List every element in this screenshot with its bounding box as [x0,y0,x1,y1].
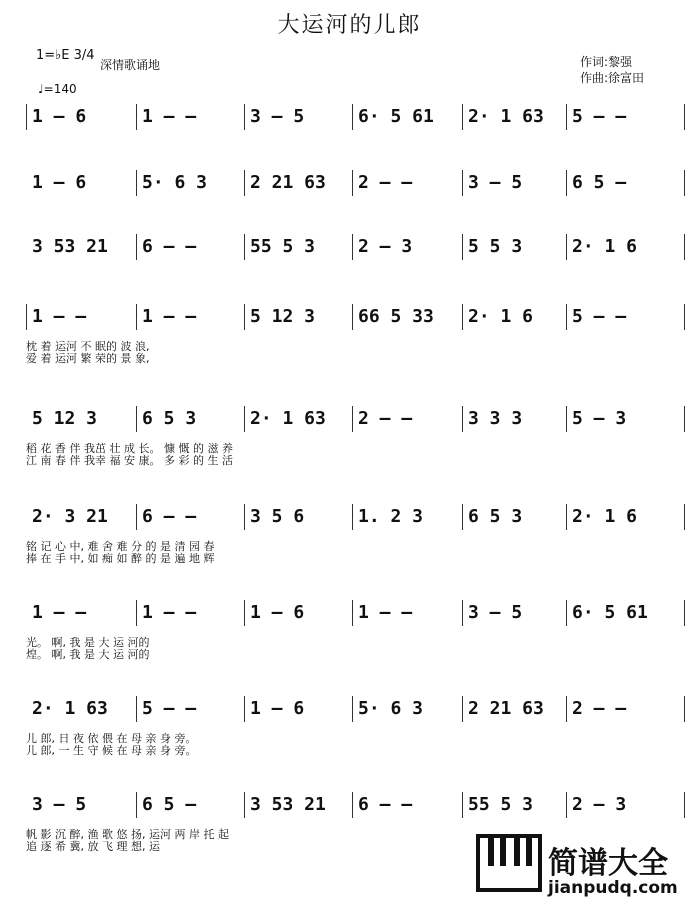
piano-icon [474,832,544,894]
lyric-line: 煌。 啊, 我 是 大 运 河的 [26,648,150,661]
lyric-line: 铭 记 心 中, 难 舍 难 分 的 是 清 园 春 [26,540,215,553]
bar-line [566,792,567,818]
measure-notes: 6 – – [142,236,197,257]
expression-mark: 深情歌诵地 [100,58,161,72]
measure [28,302,134,332]
measure [246,694,350,724]
measure-notes: 1. 2 3 [358,506,424,527]
measure-notes: 6 5 3 [468,506,523,527]
measure [568,232,682,262]
bar-line [352,504,353,530]
measure [246,302,350,332]
bar-line [244,406,245,432]
measure [138,302,242,332]
bar-line [684,234,685,260]
lyric-line: 追 逐 希 冀, 放 飞 理 想, 运 [26,840,160,853]
measure-notes: 66 5 33 [358,306,434,327]
measure [354,232,460,262]
measure-notes: 5 – 3 [572,408,627,429]
bar-line [462,696,463,722]
bar-line [136,304,137,330]
measure-row [26,168,684,198]
lyric-line: 江 南 春 伴 我幸 福 安 康。 多 彩 的 生 活 [26,454,233,467]
bar-line [566,304,567,330]
bar-line [566,504,567,530]
measure-notes: 2 – 3 [572,794,627,815]
measure-notes: 1 – – [358,602,413,623]
measure-notes: 6· 5 61 [572,602,648,623]
measure-notes: 2 – – [358,408,413,429]
bar-line [244,792,245,818]
bar-line [244,304,245,330]
measure-notes: 6 5 – [572,172,627,193]
measure [246,404,350,434]
bar-line [462,792,463,818]
measure-notes: 2· 3 21 [32,506,108,527]
measure-notes: 6· 5 61 [358,106,434,127]
measure [354,502,460,532]
lyric-line: 爱 着 运河 繁 荣的 景 象, [26,352,150,365]
measure-notes: 1 – – [32,306,87,327]
measure-notes: 2 – – [358,172,413,193]
measure-notes: 1 – 6 [250,602,305,623]
measure [354,790,460,820]
measure [568,302,682,332]
bar-line [684,792,685,818]
bar-line [244,600,245,626]
measure [464,694,564,724]
measure [28,598,134,628]
measure-notes: 3 53 21 [32,236,108,257]
lyric-line: 稻 花 香 伴 我茁 壮 成 长。 慷 慨 的 滋 养 [26,442,233,455]
bar-line [684,304,685,330]
bar-line [462,170,463,196]
bar-line [352,600,353,626]
measure-notes: 3 – 5 [250,106,305,127]
measure-row [26,302,684,332]
measure [354,168,460,198]
measure-notes: 2· 1 63 [32,698,108,719]
measure-notes: 5 – – [572,106,627,127]
measure [138,232,242,262]
lyric-line: 光。 啊, 我 是 大 运 河的 [26,636,150,649]
measure-notes: 1 – 6 [32,172,87,193]
bar-line [684,600,685,626]
bar-line [244,234,245,260]
measure-row [26,694,684,724]
measure-notes: 3 5 6 [250,506,305,527]
measure [464,502,564,532]
measure-notes: 3 53 21 [250,794,326,815]
measure-notes: 2· 1 63 [250,408,326,429]
measure [138,502,242,532]
measure-notes: 5· 6 3 [142,172,208,193]
measure [138,598,242,628]
measure-notes: 2· 1 6 [572,506,638,527]
measure-notes: 2 – 3 [358,236,413,257]
measure [568,790,682,820]
lyricist: 作词:黎强 [580,55,633,69]
measure [28,232,134,262]
bar-line [26,304,27,330]
bar-line [462,600,463,626]
measure-notes: 6 5 3 [142,408,197,429]
watermark-name: 简谱大全 [548,846,668,881]
bar-line [352,104,353,130]
measure-notes: 6 – – [358,794,413,815]
measure-notes: 6 5 – [142,794,197,815]
measure [464,790,564,820]
measure-notes: 2· 1 6 [468,306,534,327]
bar-line [684,170,685,196]
page-title: 大运河的儿郎 [277,13,422,38]
lyric-line: 捧 在 手 中, 如 痴 如 醉 的 是 遍 地 辉 [26,552,215,565]
bar-line [566,104,567,130]
measure [28,790,134,820]
bar-line [136,234,137,260]
bar-line [136,696,137,722]
lyric-line: 帆 影 沉 醉, 渔 歌 悠 扬, 运河 两 岸 托 起 [26,828,229,841]
bar-line [136,104,137,130]
credits [580,54,644,86]
measure [464,102,564,132]
measure-row [26,790,684,820]
bar-line [352,234,353,260]
bar-line [684,696,685,722]
measure-row [26,102,684,132]
bar-line [244,170,245,196]
bar-line [462,504,463,530]
measure [28,168,134,198]
bar-line [136,504,137,530]
measure-notes: 5 – – [572,306,627,327]
measure-notes: 5 12 3 [250,306,316,327]
bar-line [462,304,463,330]
bar-line [136,170,137,196]
bar-line [566,406,567,432]
bar-line [352,406,353,432]
bar-line [462,234,463,260]
measure [568,102,682,132]
watermark-url: jianpudq.com [548,878,678,898]
measure [138,790,242,820]
measure [354,102,460,132]
measure [354,302,460,332]
bar-line [352,696,353,722]
measure [568,502,682,532]
measure-notes: 1 – – [142,106,197,127]
measure-row [26,404,684,434]
bar-line [684,504,685,530]
lyric-line: 儿 郎, 一 生 守 候 在 母 亲 身 旁。 [26,744,197,757]
bar-line [566,234,567,260]
measure-notes: 1 – – [32,602,87,623]
measure-notes: 5 5 3 [468,236,523,257]
measure-notes: 1 – – [142,306,197,327]
measure [28,502,134,532]
measure-notes: 1 – – [142,602,197,623]
measure-notes: 3 3 3 [468,408,523,429]
measure-notes: 2· 1 6 [572,236,638,257]
measure [246,502,350,532]
bar-line [462,104,463,130]
measure-notes: 1 – 6 [250,698,305,719]
measure-row [26,232,684,262]
measure [246,232,350,262]
measure [354,694,460,724]
measure-row [26,598,684,628]
measure [568,404,682,434]
measure [354,404,460,434]
bar-line [136,406,137,432]
measure-notes: 6 – – [142,506,197,527]
measure [138,694,242,724]
measure [464,168,564,198]
measure [28,404,134,434]
measure [28,694,134,724]
measure-notes: 2 – – [572,698,627,719]
bar-line [566,170,567,196]
measure-notes: 55 5 3 [468,794,534,815]
bar-line [684,104,685,130]
measure [28,102,134,132]
bar-line [136,600,137,626]
measure [464,598,564,628]
measure-notes: 55 5 3 [250,236,316,257]
measure [246,168,350,198]
tempo-mark: ♩=140 [38,82,77,96]
bar-line [352,170,353,196]
bar-line [244,104,245,130]
bar-line [566,600,567,626]
measure-row [26,502,684,532]
measure-notes: 5· 6 3 [358,698,424,719]
bar-line [244,504,245,530]
measure-notes: 3 – 5 [32,794,87,815]
measure-notes: 3 – 5 [468,172,523,193]
measure-notes: 2 21 63 [468,698,544,719]
bar-line [244,696,245,722]
key-signature: 1=♭E 3/4 [36,48,95,63]
measure [568,694,682,724]
measure [246,102,350,132]
measure-notes: 5 – – [142,698,197,719]
lyric-line: 枕 着 运河 不 眠的 波 浪, [26,340,150,353]
measure-notes: 2· 1 63 [468,106,544,127]
bar-line [352,792,353,818]
measure [246,790,350,820]
measure [354,598,460,628]
measure [246,598,350,628]
bar-line [566,696,567,722]
measure [138,102,242,132]
composer: 作曲:徐富田 [580,71,645,85]
bar-line [462,406,463,432]
lyric-line: 儿 郎, 日 夜 依 偎 在 母 亲 身 旁。 [26,732,197,745]
bar-line [684,406,685,432]
measure [464,232,564,262]
measure-notes: 3 – 5 [468,602,523,623]
measure [568,168,682,198]
measure [138,168,242,198]
bar-line [352,304,353,330]
measure-notes: 5 12 3 [32,408,98,429]
measure [138,404,242,434]
measure [464,404,564,434]
measure [464,302,564,332]
bar-line [136,792,137,818]
measure-notes: 2 21 63 [250,172,326,193]
bar-line [26,104,27,130]
measure [568,598,682,628]
measure-notes: 1 – 6 [32,106,87,127]
